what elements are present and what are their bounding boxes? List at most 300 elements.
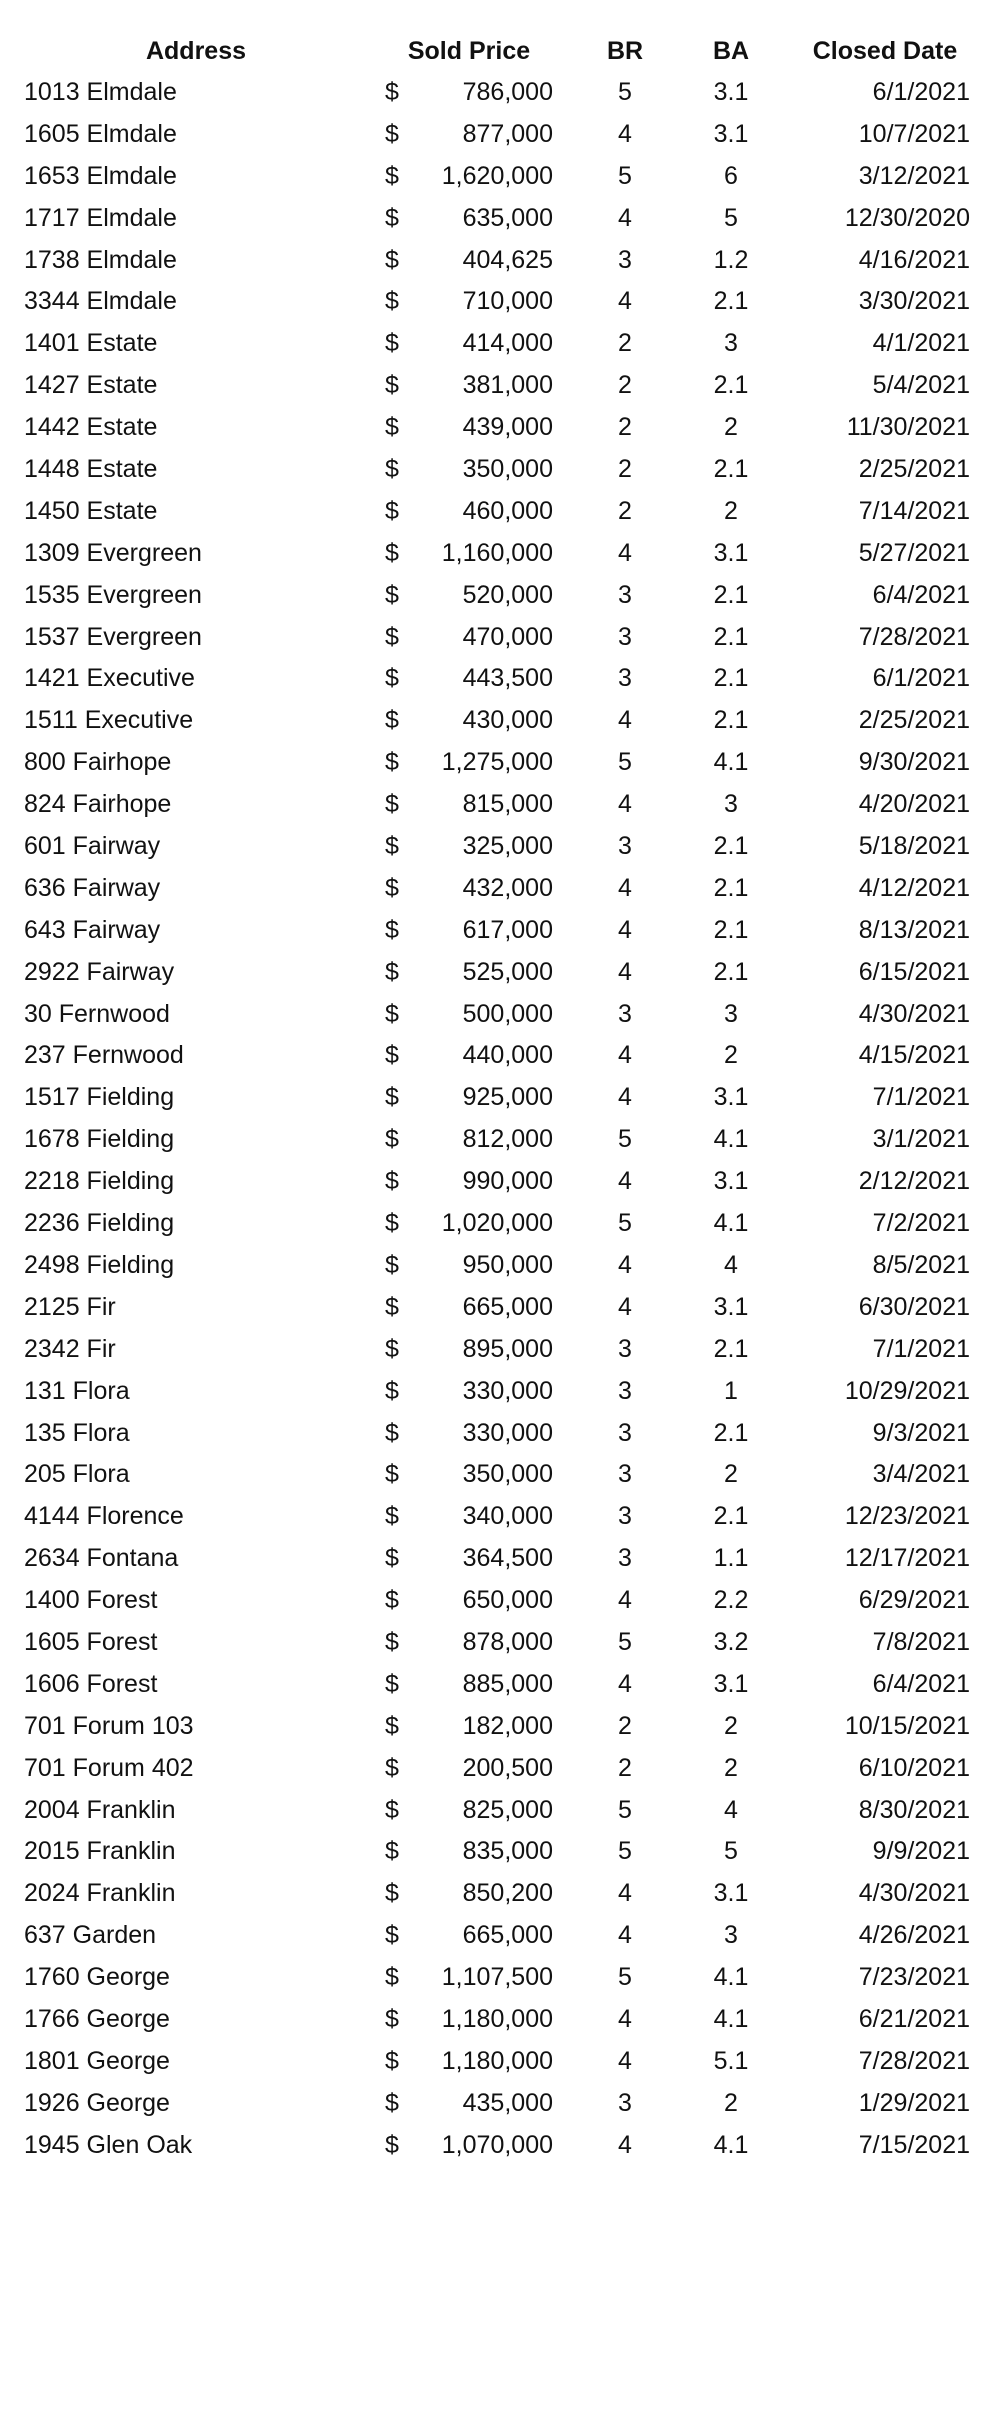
cell-closed-date[interactable]: 7/23/2021 (858, 1963, 970, 1992)
cell-sold-price[interactable]: 330,000 (462, 1418, 553, 1447)
cell-currency-symbol[interactable]: $ (385, 1334, 399, 1363)
cell-sold-price[interactable]: 812,000 (462, 1125, 553, 1154)
cell-currency-symbol[interactable]: $ (385, 245, 399, 274)
cell-currency-symbol[interactable]: $ (385, 329, 399, 358)
cell-closed-date[interactable]: 9/3/2021 (872, 1418, 970, 1447)
cell-br[interactable]: 3 (618, 580, 632, 609)
cell-currency-symbol[interactable]: $ (385, 664, 399, 693)
cell-closed-date[interactable]: 8/30/2021 (858, 1795, 970, 1824)
cell-br[interactable]: 5 (618, 1795, 632, 1824)
cell-currency-symbol[interactable]: $ (385, 2130, 399, 2159)
cell-ba[interactable]: 1.1 (713, 1544, 749, 1573)
cell-address[interactable]: 205 Flora (24, 1460, 130, 1489)
cell-br[interactable]: 5 (618, 1627, 632, 1656)
cell-ba[interactable]: 3.1 (713, 1669, 749, 1698)
cell-closed-date[interactable]: 6/29/2021 (858, 1586, 970, 1615)
cell-ba[interactable]: 4.1 (713, 1125, 749, 1154)
cell-ba[interactable]: 2.1 (713, 371, 749, 400)
cell-address[interactable]: 637 Garden (24, 1921, 157, 1950)
cell-currency-symbol[interactable]: $ (385, 1418, 399, 1447)
cell-currency-symbol[interactable]: $ (385, 2004, 399, 2033)
cell-ba[interactable]: 2.1 (713, 873, 749, 902)
cell-sold-price[interactable]: 815,000 (462, 790, 553, 819)
cell-currency-symbol[interactable]: $ (385, 1502, 399, 1531)
cell-closed-date[interactable]: 5/27/2021 (858, 538, 970, 567)
cell-br[interactable]: 5 (618, 748, 632, 777)
cell-br[interactable]: 3 (618, 1418, 632, 1447)
cell-currency-symbol[interactable]: $ (385, 957, 399, 986)
cell-sold-price[interactable]: 1,160,000 (441, 538, 553, 567)
cell-br[interactable]: 5 (618, 1837, 632, 1866)
cell-closed-date[interactable]: 12/17/2021 (844, 1544, 970, 1573)
cell-br[interactable]: 3 (618, 1376, 632, 1405)
cell-closed-date[interactable]: 7/28/2021 (858, 622, 970, 651)
cell-currency-symbol[interactable]: $ (385, 1209, 399, 1238)
header-closed-date[interactable]: Closed Date (812, 37, 958, 65)
cell-address[interactable]: 1760 George (24, 1963, 170, 1992)
cell-ba[interactable]: 1.2 (713, 245, 749, 274)
cell-currency-symbol[interactable]: $ (385, 1711, 399, 1740)
cell-closed-date[interactable]: 3/4/2021 (872, 1460, 970, 1489)
cell-ba[interactable]: 3.1 (713, 538, 749, 567)
cell-ba[interactable]: 2.1 (713, 455, 749, 484)
cell-address[interactable]: 701 Forum 402 (24, 1753, 194, 1782)
cell-ba[interactable]: 3 (724, 999, 738, 1028)
cell-currency-symbol[interactable]: $ (385, 2088, 399, 2117)
cell-currency-symbol[interactable]: $ (385, 873, 399, 902)
cell-address[interactable]: 131 Flora (24, 1376, 130, 1405)
cell-br[interactable]: 3 (618, 832, 632, 861)
cell-br[interactable]: 4 (618, 203, 632, 232)
cell-address[interactable]: 1738 Elmdale (24, 245, 177, 274)
cell-address[interactable]: 1926 George (24, 2088, 170, 2117)
cell-br[interactable]: 4 (618, 119, 632, 148)
cell-address[interactable]: 1013 Elmdale (24, 78, 177, 106)
cell-sold-price[interactable]: 414,000 (462, 329, 553, 358)
cell-sold-price[interactable]: 1,070,000 (441, 2130, 553, 2159)
cell-sold-price[interactable]: 895,000 (462, 1334, 553, 1363)
cell-address[interactable]: 2015 Franklin (24, 1837, 176, 1866)
cell-sold-price[interactable]: 439,000 (462, 413, 553, 442)
cell-sold-price[interactable]: 665,000 (462, 1292, 553, 1321)
cell-ba[interactable]: 3 (724, 1921, 738, 1950)
cell-currency-symbol[interactable]: $ (385, 455, 399, 484)
cell-address[interactable]: 1717 Elmdale (24, 203, 177, 232)
cell-br[interactable]: 4 (618, 790, 632, 819)
cell-sold-price[interactable]: 650,000 (462, 1586, 553, 1615)
cell-address[interactable]: 2024 Franklin (24, 1879, 176, 1908)
cell-currency-symbol[interactable]: $ (385, 119, 399, 148)
header-sold-price[interactable]: Sold Price (407, 37, 531, 65)
cell-address[interactable]: 2342 Fir (24, 1334, 116, 1363)
cell-ba[interactable]: 4.1 (713, 2130, 749, 2159)
cell-sold-price[interactable]: 1,275,000 (441, 748, 553, 777)
cell-sold-price[interactable]: 325,000 (462, 832, 553, 861)
cell-closed-date[interactable]: 10/15/2021 (844, 1711, 970, 1740)
cell-br[interactable]: 4 (618, 1167, 632, 1196)
cell-address[interactable]: 1653 Elmdale (24, 161, 177, 190)
cell-br[interactable]: 2 (618, 329, 632, 358)
cell-sold-price[interactable]: 1,180,000 (441, 2046, 553, 2075)
cell-ba[interactable]: 5.1 (713, 2046, 749, 2075)
cell-currency-symbol[interactable]: $ (385, 622, 399, 651)
cell-ba[interactable]: 4.1 (713, 748, 749, 777)
cell-ba[interactable]: 2 (724, 1041, 738, 1070)
cell-br[interactable]: 2 (618, 455, 632, 484)
cell-sold-price[interactable]: 182,000 (462, 1711, 553, 1740)
cell-br[interactable]: 4 (618, 1586, 632, 1615)
cell-currency-symbol[interactable]: $ (385, 1753, 399, 1782)
cell-ba[interactable]: 2.1 (713, 580, 749, 609)
header-br[interactable]: BR (606, 37, 644, 65)
cell-br[interactable]: 2 (618, 371, 632, 400)
cell-address[interactable]: 1448 Estate (24, 455, 158, 484)
cell-address[interactable]: 2634 Fontana (24, 1544, 179, 1573)
cell-address[interactable]: 1766 George (24, 2004, 170, 2033)
cell-currency-symbol[interactable]: $ (385, 203, 399, 232)
cell-closed-date[interactable]: 7/2/2021 (872, 1209, 970, 1238)
cell-sold-price[interactable]: 460,000 (462, 496, 553, 525)
cell-address[interactable]: 30 Fernwood (24, 999, 170, 1028)
cell-sold-price[interactable]: 850,200 (462, 1879, 553, 1908)
cell-address[interactable]: 3344 Elmdale (24, 287, 177, 316)
cell-sold-price[interactable]: 350,000 (462, 455, 553, 484)
cell-currency-symbol[interactable]: $ (385, 1460, 399, 1489)
cell-closed-date[interactable]: 2/25/2021 (858, 706, 970, 735)
cell-ba[interactable]: 6 (724, 161, 738, 190)
cell-ba[interactable]: 3.1 (713, 119, 749, 148)
cell-ba[interactable]: 2.1 (713, 622, 749, 651)
cell-br[interactable]: 2 (618, 413, 632, 442)
cell-ba[interactable]: 3.1 (713, 78, 749, 106)
cell-br[interactable]: 4 (618, 538, 632, 567)
cell-currency-symbol[interactable]: $ (385, 832, 399, 861)
cell-currency-symbol[interactable]: $ (385, 1669, 399, 1698)
cell-closed-date[interactable]: 6/10/2021 (858, 1753, 970, 1782)
cell-currency-symbol[interactable]: $ (385, 915, 399, 944)
cell-closed-date[interactable]: 8/13/2021 (858, 915, 970, 944)
cell-br[interactable]: 4 (618, 2130, 632, 2159)
cell-sold-price[interactable]: 1,620,000 (441, 161, 553, 190)
cell-closed-date[interactable]: 6/4/2021 (872, 1669, 970, 1698)
cell-br[interactable]: 4 (618, 1292, 632, 1321)
header-address[interactable]: Address (145, 37, 247, 65)
cell-closed-date[interactable]: 4/16/2021 (858, 245, 970, 274)
cell-address[interactable]: 824 Fairhope (24, 790, 172, 819)
cell-ba[interactable]: 4 (724, 1250, 738, 1279)
cell-br[interactable]: 3 (618, 622, 632, 651)
cell-br[interactable]: 3 (618, 1544, 632, 1573)
header-ba[interactable]: BA (712, 37, 750, 65)
cell-ba[interactable]: 2 (724, 1753, 738, 1782)
cell-closed-date[interactable]: 7/15/2021 (858, 2130, 970, 2159)
cell-currency-symbol[interactable]: $ (385, 1795, 399, 1824)
cell-sold-price[interactable]: 617,000 (462, 915, 553, 944)
cell-sold-price[interactable]: 825,000 (462, 1795, 553, 1824)
cell-closed-date[interactable]: 7/14/2021 (858, 496, 970, 525)
cell-ba[interactable]: 4.1 (713, 1209, 749, 1238)
cell-br[interactable]: 4 (618, 1879, 632, 1908)
cell-br[interactable]: 2 (618, 1711, 632, 1740)
cell-ba[interactable]: 2.1 (713, 1418, 749, 1447)
cell-closed-date[interactable]: 5/4/2021 (872, 371, 970, 400)
cell-currency-symbol[interactable]: $ (385, 748, 399, 777)
cell-br[interactable]: 4 (618, 287, 632, 316)
cell-sold-price[interactable]: 877,000 (462, 119, 553, 148)
cell-sold-price[interactable]: 330,000 (462, 1376, 553, 1405)
cell-address[interactable]: 1400 Forest (24, 1586, 158, 1615)
cell-closed-date[interactable]: 7/1/2021 (872, 1334, 970, 1363)
cell-br[interactable]: 4 (618, 957, 632, 986)
cell-ba[interactable]: 2.1 (713, 287, 749, 316)
cell-br[interactable]: 3 (618, 1502, 632, 1531)
cell-sold-price[interactable]: 435,000 (462, 2088, 553, 2117)
cell-address[interactable]: 1309 Evergreen (24, 538, 202, 567)
cell-sold-price[interactable]: 1,020,000 (441, 1209, 553, 1238)
cell-address[interactable]: 1537 Evergreen (24, 622, 202, 651)
cell-closed-date[interactable]: 4/15/2021 (858, 1041, 970, 1070)
cell-currency-symbol[interactable]: $ (385, 1963, 399, 1992)
cell-sold-price[interactable]: 1,107,500 (441, 1963, 553, 1992)
cell-closed-date[interactable]: 5/18/2021 (858, 832, 970, 861)
cell-sold-price[interactable]: 786,000 (462, 78, 553, 106)
cell-ba[interactable]: 2.2 (713, 1586, 749, 1615)
cell-ba[interactable]: 1 (724, 1376, 738, 1405)
cell-address[interactable]: 643 Fairway (24, 915, 161, 944)
cell-currency-symbol[interactable]: $ (385, 1837, 399, 1866)
cell-currency-symbol[interactable]: $ (385, 1125, 399, 1154)
cell-ba[interactable]: 2.1 (713, 664, 749, 693)
cell-address[interactable]: 2236 Fielding (24, 1209, 175, 1238)
cell-ba[interactable]: 3 (724, 329, 738, 358)
cell-closed-date[interactable]: 2/25/2021 (858, 455, 970, 484)
cell-currency-symbol[interactable]: $ (385, 1544, 399, 1573)
cell-sold-price[interactable]: 665,000 (462, 1921, 553, 1950)
cell-address[interactable]: 1606 Forest (24, 1669, 158, 1698)
cell-closed-date[interactable]: 7/28/2021 (858, 2046, 970, 2075)
cell-closed-date[interactable]: 4/26/2021 (858, 1921, 970, 1950)
cell-closed-date[interactable]: 4/20/2021 (858, 790, 970, 819)
cell-br[interactable]: 2 (618, 1753, 632, 1782)
cell-sold-price[interactable]: 440,000 (462, 1041, 553, 1070)
cell-currency-symbol[interactable]: $ (385, 790, 399, 819)
cell-address[interactable]: 701 Forum 103 (24, 1711, 194, 1740)
cell-br[interactable]: 4 (618, 915, 632, 944)
cell-ba[interactable]: 2.1 (713, 832, 749, 861)
cell-currency-symbol[interactable]: $ (385, 1292, 399, 1321)
cell-closed-date[interactable]: 6/30/2021 (858, 1292, 970, 1321)
cell-ba[interactable]: 4 (724, 1795, 738, 1824)
cell-ba[interactable]: 2.1 (713, 915, 749, 944)
cell-br[interactable]: 3 (618, 999, 632, 1028)
cell-ba[interactable]: 3.1 (713, 1879, 749, 1908)
cell-ba[interactable]: 2.1 (713, 706, 749, 735)
cell-address[interactable]: 1535 Evergreen (24, 580, 202, 609)
cell-address[interactable]: 2125 Fir (24, 1292, 116, 1321)
cell-br[interactable]: 4 (618, 1921, 632, 1950)
cell-br[interactable]: 2 (618, 496, 632, 525)
cell-sold-price[interactable]: 200,500 (462, 1753, 553, 1782)
cell-address[interactable]: 2004 Franklin (24, 1795, 176, 1824)
cell-sold-price[interactable]: 950,000 (462, 1250, 553, 1279)
cell-currency-symbol[interactable]: $ (385, 1627, 399, 1656)
cell-address[interactable]: 1605 Elmdale (24, 119, 177, 148)
cell-address[interactable]: 1421 Executive (24, 664, 195, 693)
cell-br[interactable]: 5 (618, 161, 632, 190)
cell-br[interactable]: 4 (618, 1250, 632, 1279)
cell-sold-price[interactable]: 710,000 (462, 287, 553, 316)
cell-ba[interactable]: 4.1 (713, 1963, 749, 1992)
cell-br[interactable]: 3 (618, 1460, 632, 1489)
cell-address[interactable]: 2922 Fairway (24, 957, 175, 986)
cell-address[interactable]: 1511 Executive (24, 706, 194, 735)
cell-ba[interactable]: 3.1 (713, 1167, 749, 1196)
cell-br[interactable]: 4 (618, 873, 632, 902)
cell-ba[interactable]: 2 (724, 496, 738, 525)
cell-sold-price[interactable]: 404,625 (462, 245, 553, 274)
cell-currency-symbol[interactable]: $ (385, 580, 399, 609)
cell-currency-symbol[interactable]: $ (385, 1376, 399, 1405)
cell-ba[interactable]: 2.1 (713, 1502, 749, 1531)
cell-br[interactable]: 4 (618, 1083, 632, 1112)
cell-closed-date[interactable]: 2/12/2021 (858, 1167, 970, 1196)
cell-address[interactable]: 2218 Fielding (24, 1167, 175, 1196)
cell-closed-date[interactable]: 10/7/2021 (858, 119, 970, 148)
cell-currency-symbol[interactable]: $ (385, 1167, 399, 1196)
cell-sold-price[interactable]: 350,000 (462, 1460, 553, 1489)
cell-br[interactable]: 3 (618, 245, 632, 274)
cell-ba[interactable]: 5 (724, 203, 738, 232)
cell-ba[interactable]: 2.1 (713, 957, 749, 986)
cell-closed-date[interactable]: 3/12/2021 (858, 161, 970, 190)
cell-currency-symbol[interactable]: $ (385, 78, 399, 106)
cell-ba[interactable]: 4.1 (713, 2004, 749, 2033)
cell-sold-price[interactable]: 878,000 (462, 1627, 553, 1656)
cell-closed-date[interactable]: 6/4/2021 (872, 580, 970, 609)
cell-address[interactable]: 1401 Estate (24, 329, 158, 358)
cell-br[interactable]: 5 (618, 78, 632, 106)
cell-closed-date[interactable]: 3/30/2021 (858, 287, 970, 316)
cell-br[interactable]: 5 (618, 1125, 632, 1154)
cell-closed-date[interactable]: 6/21/2021 (858, 2004, 970, 2033)
cell-currency-symbol[interactable]: $ (385, 371, 399, 400)
cell-sold-price[interactable]: 990,000 (462, 1167, 553, 1196)
cell-closed-date[interactable]: 7/1/2021 (872, 1083, 970, 1112)
cell-br[interactable]: 4 (618, 2004, 632, 2033)
cell-address[interactable]: 1678 Fielding (24, 1125, 175, 1154)
cell-sold-price[interactable]: 432,000 (462, 873, 553, 902)
cell-ba[interactable]: 2 (724, 413, 738, 442)
cell-currency-symbol[interactable]: $ (385, 999, 399, 1028)
cell-sold-price[interactable]: 430,000 (462, 706, 553, 735)
cell-closed-date[interactable]: 1/29/2021 (858, 2088, 970, 2117)
cell-currency-symbol[interactable]: $ (385, 287, 399, 316)
cell-br[interactable]: 3 (618, 1334, 632, 1363)
cell-closed-date[interactable]: 11/30/2021 (846, 413, 970, 442)
cell-address[interactable]: 1801 George (24, 2046, 170, 2075)
cell-address[interactable]: 1427 Estate (24, 371, 158, 400)
cell-currency-symbol[interactable]: $ (385, 1250, 399, 1279)
cell-currency-symbol[interactable]: $ (385, 2046, 399, 2075)
cell-address[interactable]: 636 Fairway (24, 873, 161, 902)
cell-currency-symbol[interactable]: $ (385, 1921, 399, 1950)
cell-closed-date[interactable]: 6/1/2021 (872, 664, 970, 693)
cell-sold-price[interactable]: 364,500 (462, 1544, 553, 1573)
cell-ba[interactable]: 3.2 (713, 1627, 749, 1656)
cell-closed-date[interactable]: 10/29/2021 (844, 1376, 970, 1405)
cell-address[interactable]: 2498 Fielding (24, 1250, 175, 1279)
cell-br[interactable]: 3 (618, 664, 632, 693)
cell-br[interactable]: 4 (618, 2046, 632, 2075)
cell-ba[interactable]: 3.1 (713, 1083, 749, 1112)
cell-br[interactable]: 4 (618, 1669, 632, 1698)
cell-sold-price[interactable]: 381,000 (462, 371, 553, 400)
cell-ba[interactable]: 5 (724, 1837, 738, 1866)
cell-sold-price[interactable]: 835,000 (462, 1837, 553, 1866)
cell-address[interactable]: 601 Fairway (24, 832, 161, 861)
cell-ba[interactable]: 2 (724, 1711, 738, 1740)
cell-currency-symbol[interactable]: $ (385, 1879, 399, 1908)
cell-br[interactable]: 5 (618, 1963, 632, 1992)
cell-currency-symbol[interactable]: $ (385, 496, 399, 525)
cell-sold-price[interactable]: 443,500 (462, 664, 553, 693)
cell-currency-symbol[interactable]: $ (385, 1586, 399, 1615)
cell-sold-price[interactable]: 925,000 (462, 1083, 553, 1112)
cell-address[interactable]: 1605 Forest (24, 1627, 158, 1656)
cell-closed-date[interactable]: 12/30/2020 (844, 203, 970, 232)
cell-br[interactable]: 4 (618, 706, 632, 735)
cell-closed-date[interactable]: 4/1/2021 (872, 329, 970, 358)
cell-sold-price[interactable]: 500,000 (462, 999, 553, 1028)
cell-address[interactable]: 1517 Fielding (24, 1083, 175, 1112)
cell-currency-symbol[interactable]: $ (385, 161, 399, 190)
cell-closed-date[interactable]: 7/8/2021 (872, 1627, 970, 1656)
cell-address[interactable]: 1945 Glen Oak (24, 2130, 193, 2159)
cell-sold-price[interactable]: 340,000 (462, 1502, 553, 1531)
cell-closed-date[interactable]: 12/23/2021 (844, 1502, 970, 1531)
cell-closed-date[interactable]: 4/12/2021 (858, 873, 970, 902)
cell-sold-price[interactable]: 1,180,000 (441, 2004, 553, 2033)
cell-currency-symbol[interactable]: $ (385, 706, 399, 735)
cell-sold-price[interactable]: 520,000 (462, 580, 553, 609)
cell-closed-date[interactable]: 4/30/2021 (858, 1879, 970, 1908)
cell-closed-date[interactable]: 6/1/2021 (872, 78, 970, 106)
cell-closed-date[interactable]: 4/30/2021 (858, 999, 970, 1028)
cell-address[interactable]: 1442 Estate (24, 413, 158, 442)
cell-ba[interactable]: 2.1 (713, 1334, 749, 1363)
cell-closed-date[interactable]: 9/30/2021 (858, 748, 970, 777)
cell-ba[interactable]: 3 (724, 790, 738, 819)
cell-sold-price[interactable]: 525,000 (462, 957, 553, 986)
cell-ba[interactable]: 2 (724, 2088, 738, 2117)
cell-currency-symbol[interactable]: $ (385, 413, 399, 442)
cell-currency-symbol[interactable]: $ (385, 538, 399, 567)
cell-closed-date[interactable]: 8/5/2021 (872, 1250, 970, 1279)
cell-br[interactable]: 5 (618, 1209, 632, 1238)
cell-address[interactable]: 1450 Estate (24, 496, 158, 525)
cell-ba[interactable]: 2 (724, 1460, 738, 1489)
cell-closed-date[interactable]: 9/9/2021 (872, 1837, 970, 1866)
cell-address[interactable]: 135 Flora (24, 1418, 130, 1447)
cell-currency-symbol[interactable]: $ (385, 1041, 399, 1070)
cell-br[interactable]: 4 (618, 1041, 632, 1070)
cell-address[interactable]: 237 Fernwood (24, 1041, 184, 1070)
cell-sold-price[interactable]: 470,000 (462, 622, 553, 651)
cell-sold-price[interactable]: 635,000 (462, 203, 553, 232)
cell-br[interactable]: 3 (618, 2088, 632, 2117)
cell-address[interactable]: 800 Fairhope (24, 748, 172, 777)
cell-closed-date[interactable]: 3/1/2021 (872, 1125, 970, 1154)
